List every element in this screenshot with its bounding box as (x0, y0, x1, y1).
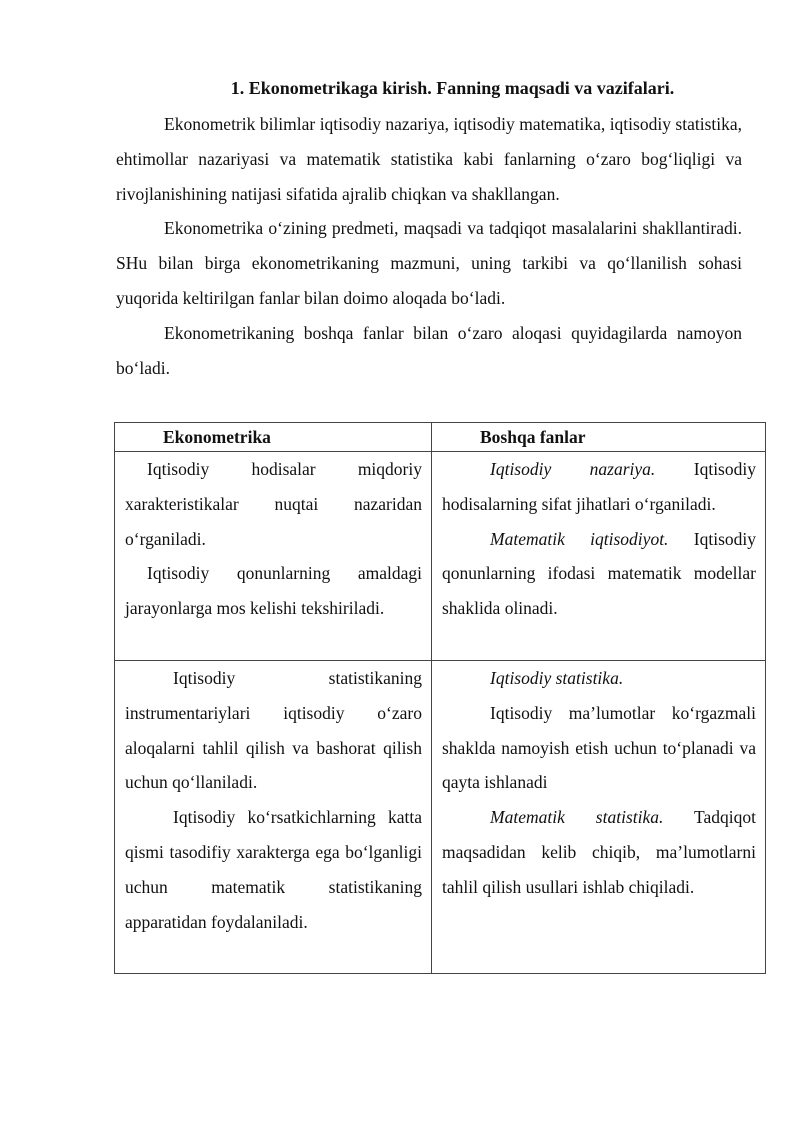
table-cell (115, 661, 432, 974)
science-description: Tadqiqot maqsadidan kelib chiqib, ma’lumotlarni tahlil qilish usullari ishlab chiqiladi. (442, 807, 756, 897)
cell-paragraph (442, 661, 756, 696)
cell-paragraph: Iqtisodiy statistikaning instrumentariylari iqtisodiy o‘zaro aloqalarni tahlil qilish va bashorat qilish uchun qo‘llaniladi. (125, 668, 422, 793)
paragraph-relations: Ekonometrikaning boshqa fanlar bilan o‘zaro aloqasi quyidagilarda namoyon bo‘ladi. (116, 323, 742, 378)
cell-paragraph (442, 452, 756, 522)
cell-paragraph: Iqtisodiy qonunlarning amaldagi jarayonlarga mos kelishi tekshiriladi. (125, 563, 422, 619)
comparison-table (114, 422, 766, 974)
table-cell (432, 452, 766, 661)
table-cell (432, 661, 766, 974)
science-title: Iqtisodiy statistika. (490, 668, 624, 688)
paragraph-intro: Ekonometrik bilimlar iqtisodiy nazariya, iqtisodiy matematika, iqtisodiy statistika, ehtimollar nazariyasi va matematik statistika kabi fanlarning o‘zaro bog‘liqligi va rivojlanishining natijasi sifatida ajralib chiqkan va shakllangan. (116, 114, 742, 204)
cell-paragraph (442, 522, 756, 626)
table-row (115, 661, 766, 974)
science-title: Iqtisodiy nazariya. (490, 459, 656, 479)
science-title: Matematik statistika. (490, 807, 664, 828)
science-title: Matematik iqtisodiyot. (490, 528, 669, 549)
table-header-row (115, 423, 766, 452)
cell-paragraph: Iqtisodiy ma’lumotlar ko‘rgazmali shakldа namoyish etish uchun to‘planadi va qayta ishlanadi (442, 702, 756, 793)
header-econometrics: Ekonometrika (115, 423, 432, 452)
science-description: Iqtisodiy hodisalarning sifat jihatlari o‘rganiladi. (442, 459, 756, 514)
table-cell (115, 452, 432, 661)
cell-paragraph (442, 800, 756, 904)
paragraph-subject: Ekonometrika o‘zining predmeti, maqsadi va tadqiqot masalalarini shakllantiradi. SHu bilan birga ekonometrikaning mazmuni, uning tarkibi va qo‘llanilish sohasi yuqorida keltirilgan fanlar bilan doimo aloqada bo‘ladi. (116, 218, 742, 308)
cell-paragraph: Iqtisodiy hodisalar miqdoriy xarakteristikalar nuqtai nazaridan o‘rganiladi. (125, 459, 422, 549)
section-heading: 1. Ekonometrikaga kirish. Fanning maqsadi va vazifalari. (230, 78, 675, 98)
table-row (115, 452, 766, 661)
cell-paragraph: Iqtisodiy ko‘rsatkichlarning katta qismi tasodifiy xarakterga ega bo‘lganligi uchun matematik statistikaning apparatidan foydalaniladi. (125, 807, 422, 932)
science-description: Iqtisodiy qonunlarning ifodasi matematik modellar shaklida olinadi. (442, 528, 756, 619)
header-other-sciences: Boshqa fanlar (432, 423, 766, 452)
